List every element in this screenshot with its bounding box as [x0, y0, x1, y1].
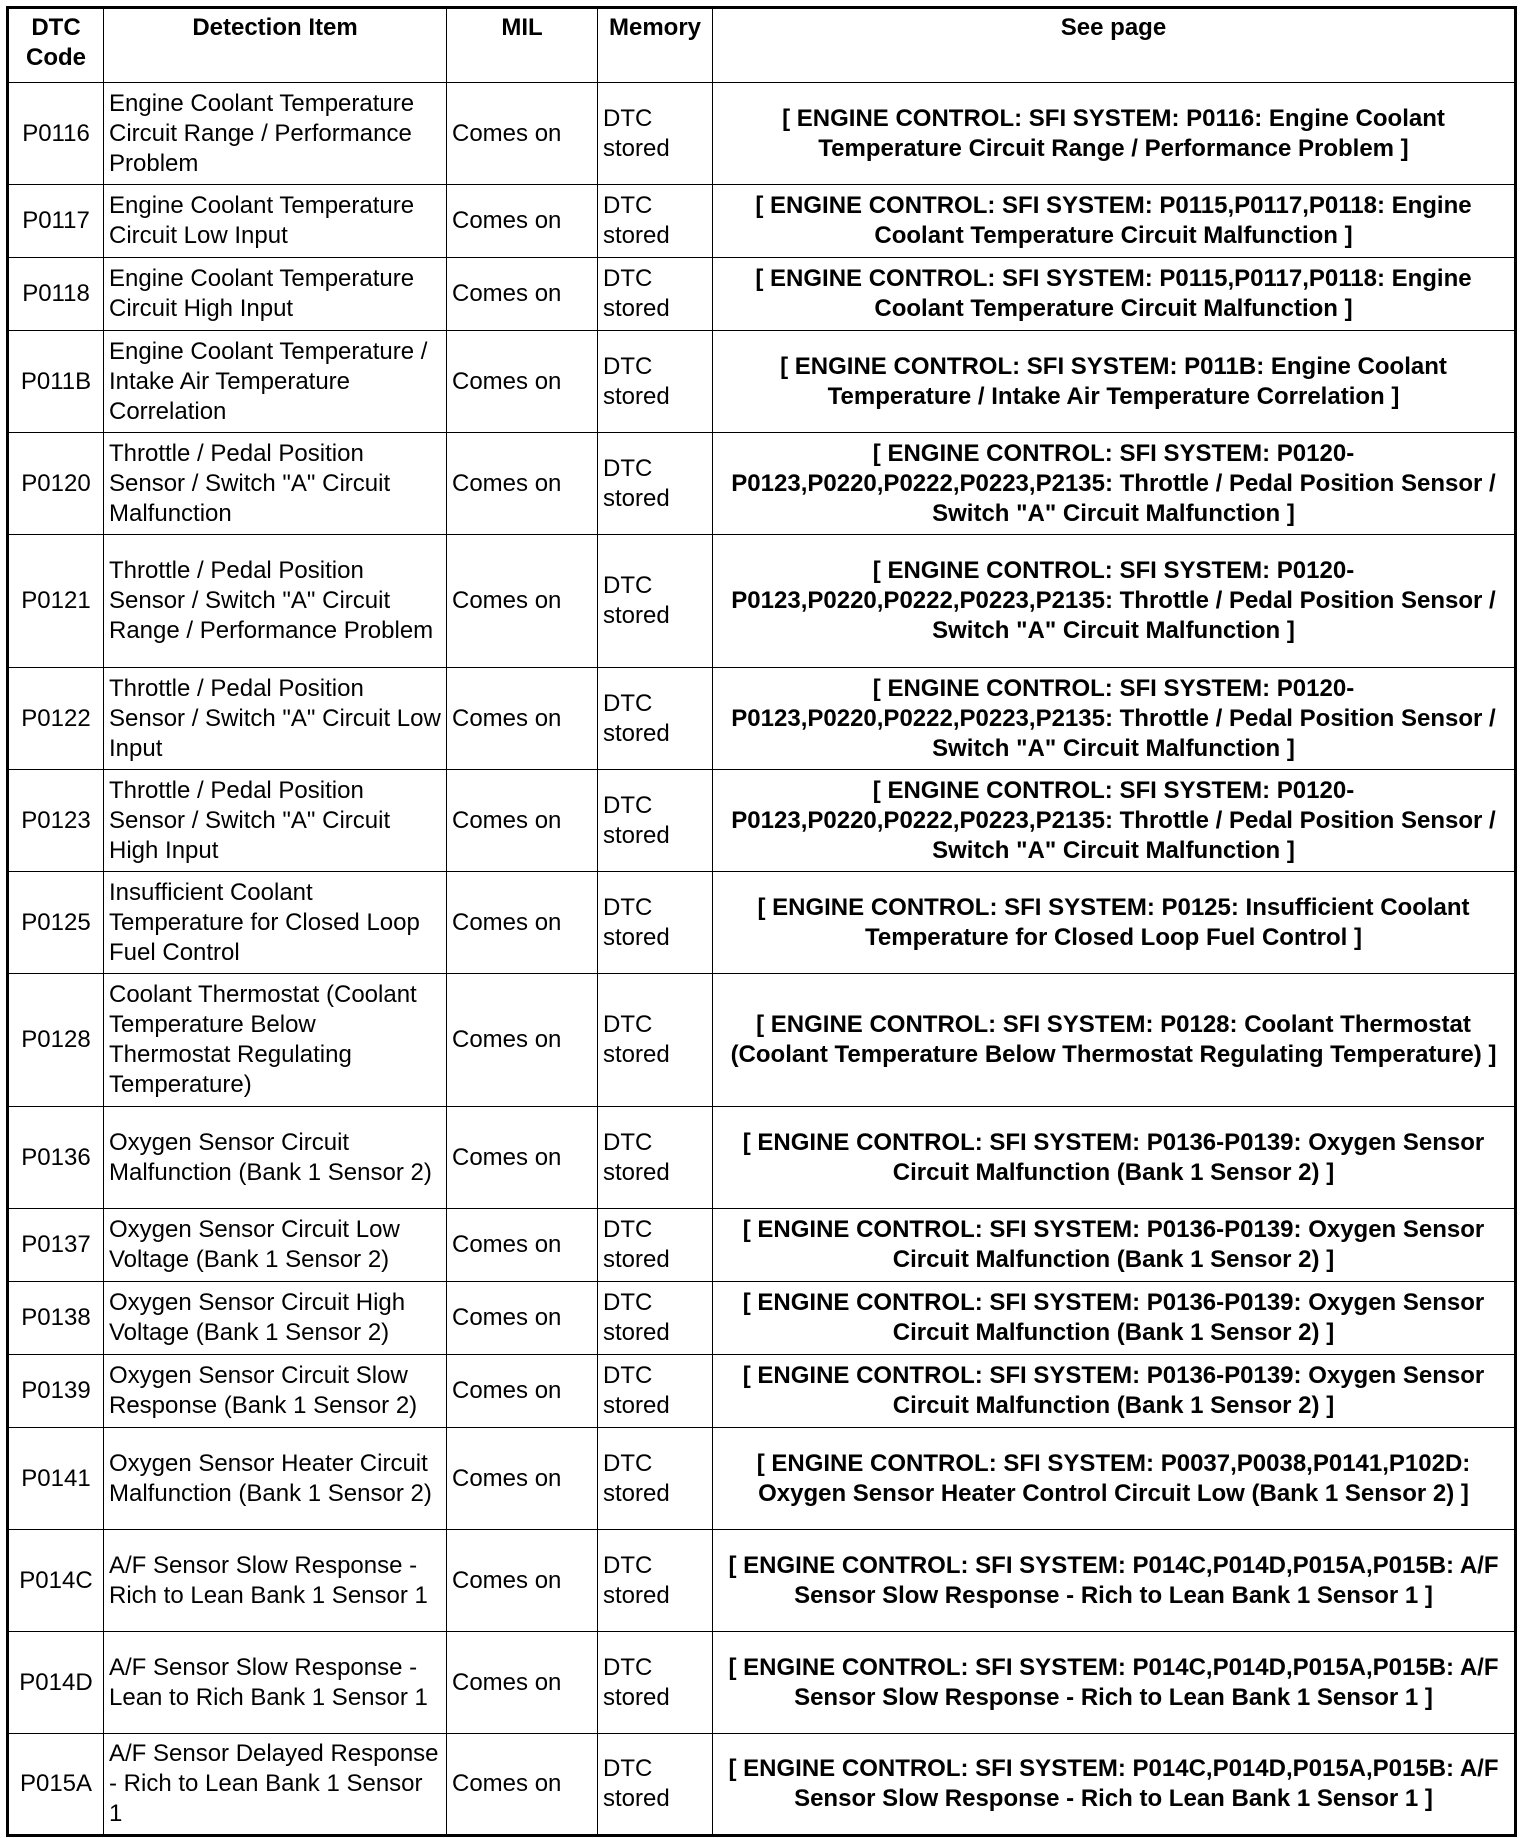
mil-cell: Comes on	[447, 1428, 598, 1530]
memory-cell: DTC stored	[598, 1282, 713, 1355]
memory-cell: DTC stored	[598, 535, 713, 668]
memory-cell: DTC stored	[598, 433, 713, 535]
mil-cell: Comes on	[447, 1734, 598, 1836]
table-row	[8, 1734, 1516, 1836]
dtc-code-cell: P0121	[8, 535, 104, 668]
memory-cell: DTC stored	[598, 185, 713, 258]
detection-item-cell: Engine Coolant Temperature Circuit Range / Performance Problem	[104, 83, 447, 185]
mil-cell: Comes on	[447, 1209, 598, 1282]
see-page-link[interactable]: [ ENGINE CONTROL: SFI SYSTEM: P0136-P0139: Oxygen Sensor Circuit Malfunction (Bank 1 Sensor 2) ]	[713, 1107, 1516, 1209]
mil-cell: Comes on	[447, 1282, 598, 1355]
detection-item-cell: Oxygen Sensor Circuit Malfunction (Bank 1 Sensor 2)	[104, 1107, 447, 1209]
dtc-code-cell: P011B	[8, 331, 104, 433]
dtc-code-cell: P0141	[8, 1428, 104, 1530]
table-row	[8, 433, 1516, 535]
see-page-link[interactable]: [ ENGINE CONTROL: SFI SYSTEM: P0115,P0117,P0118: Engine Coolant Temperature Circuit Malfunction ]	[713, 258, 1516, 331]
detection-item-cell: Coolant Thermostat (Coolant Temperature Below Thermostat Regulating Temperature)	[104, 974, 447, 1107]
see-page-link[interactable]: [ ENGINE CONTROL: SFI SYSTEM: P0136-P0139: Oxygen Sensor Circuit Malfunction (Bank 1 Sensor 2) ]	[713, 1209, 1516, 1282]
header-detection-item: Detection Item	[104, 8, 447, 83]
mil-cell: Comes on	[447, 872, 598, 974]
detection-item-cell: A/F Sensor Delayed Response - Rich to Lean Bank 1 Sensor 1	[104, 1734, 447, 1836]
detection-item-cell: A/F Sensor Slow Response - Lean to Rich Bank 1 Sensor 1	[104, 1632, 447, 1734]
dtc-code-cell: P0137	[8, 1209, 104, 1282]
memory-cell: DTC stored	[598, 974, 713, 1107]
memory-cell: DTC stored	[598, 1107, 713, 1209]
table-row	[8, 258, 1516, 331]
mil-cell: Comes on	[447, 83, 598, 185]
dtc-code-cell: P014C	[8, 1530, 104, 1632]
header-dtc-code: DTC Code	[8, 8, 104, 83]
table-row	[8, 974, 1516, 1107]
dtc-code-cell: P0118	[8, 258, 104, 331]
table-row	[8, 1355, 1516, 1428]
see-page-link[interactable]: [ ENGINE CONTROL: SFI SYSTEM: P0120-P0123,P0220,P0222,P0223,P2135: Throttle / Pedal Position Sensor / Switch "A" Circuit Malfunction ]	[713, 535, 1516, 668]
memory-cell: DTC stored	[598, 1734, 713, 1836]
see-page-link[interactable]: [ ENGINE CONTROL: SFI SYSTEM: P0120-P0123,P0220,P0222,P0223,P2135: Throttle / Pedal Position Sensor / Switch "A" Circuit Malfunction ]	[713, 433, 1516, 535]
detection-item-cell: Oxygen Sensor Circuit High Voltage (Bank 1 Sensor 2)	[104, 1282, 447, 1355]
dtc-code-cell: P014D	[8, 1632, 104, 1734]
table-row	[8, 1209, 1516, 1282]
memory-cell: DTC stored	[598, 83, 713, 185]
dtc-code-cell: P0116	[8, 83, 104, 185]
mil-cell: Comes on	[447, 668, 598, 770]
detection-item-cell: Throttle / Pedal Position Sensor / Switch "A" Circuit Low Input	[104, 668, 447, 770]
table-row	[8, 1107, 1516, 1209]
dtc-code-cell: P0120	[8, 433, 104, 535]
dtc-table	[6, 6, 1517, 1837]
table-row	[8, 770, 1516, 872]
see-page-link[interactable]: [ ENGINE CONTROL: SFI SYSTEM: P0120-P0123,P0220,P0222,P0223,P2135: Throttle / Pedal Position Sensor / Switch "A" Circuit Malfunction ]	[713, 668, 1516, 770]
mil-cell: Comes on	[447, 535, 598, 668]
mil-cell: Comes on	[447, 1632, 598, 1734]
see-page-link[interactable]: [ ENGINE CONTROL: SFI SYSTEM: P0125: Insufficient Coolant Temperature for Closed Loop Fuel Control ]	[713, 872, 1516, 974]
dtc-code-cell: P0117	[8, 185, 104, 258]
table-row	[8, 1632, 1516, 1734]
detection-item-cell: Engine Coolant Temperature / Intake Air Temperature Correlation	[104, 331, 447, 433]
see-page-link[interactable]: [ ENGINE CONTROL: SFI SYSTEM: P0037,P0038,P0141,P102D: Oxygen Sensor Heater Control Circuit Low (Bank 1 Sensor 2) ]	[713, 1428, 1516, 1530]
table-row	[8, 1282, 1516, 1355]
mil-cell: Comes on	[447, 331, 598, 433]
detection-item-cell: Oxygen Sensor Circuit Slow Response (Bank 1 Sensor 2)	[104, 1355, 447, 1428]
dtc-code-cell: P0122	[8, 668, 104, 770]
header-see-page: See page	[713, 8, 1516, 83]
dtc-code-cell: P0138	[8, 1282, 104, 1355]
dtc-code-cell: P0139	[8, 1355, 104, 1428]
header-row	[8, 8, 1516, 83]
memory-cell: DTC stored	[598, 770, 713, 872]
table-row	[8, 535, 1516, 668]
dtc-code-cell: P0123	[8, 770, 104, 872]
see-page-link[interactable]: [ ENGINE CONTROL: SFI SYSTEM: P014C,P014D,P015A,P015B: A/F Sensor Slow Response - Rich to Lean Bank 1 Sensor 1 ]	[713, 1734, 1516, 1836]
mil-cell: Comes on	[447, 770, 598, 872]
memory-cell: DTC stored	[598, 1355, 713, 1428]
memory-cell: DTC stored	[598, 1209, 713, 1282]
table-row	[8, 1428, 1516, 1530]
detection-item-cell: Throttle / Pedal Position Sensor / Switch "A" Circuit High Input	[104, 770, 447, 872]
table-row	[8, 1530, 1516, 1632]
memory-cell: DTC stored	[598, 1530, 713, 1632]
detection-item-cell: Engine Coolant Temperature Circuit Low Input	[104, 185, 447, 258]
see-page-link[interactable]: [ ENGINE CONTROL: SFI SYSTEM: P011B: Engine Coolant Temperature / Intake Air Temperature Correlation ]	[713, 331, 1516, 433]
mil-cell: Comes on	[447, 974, 598, 1107]
see-page-link[interactable]: [ ENGINE CONTROL: SFI SYSTEM: P0136-P0139: Oxygen Sensor Circuit Malfunction (Bank 1 Sensor 2) ]	[713, 1355, 1516, 1428]
table-row	[8, 331, 1516, 433]
memory-cell: DTC stored	[598, 331, 713, 433]
memory-cell: DTC stored	[598, 668, 713, 770]
dtc-code-cell: P0136	[8, 1107, 104, 1209]
dtc-code-cell: P0125	[8, 872, 104, 974]
detection-item-cell: Throttle / Pedal Position Sensor / Switch "A" Circuit Range / Performance Problem	[104, 535, 447, 668]
see-page-link[interactable]: [ ENGINE CONTROL: SFI SYSTEM: P014C,P014D,P015A,P015B: A/F Sensor Slow Response - Rich to Lean Bank 1 Sensor 1 ]	[713, 1632, 1516, 1734]
table-body	[8, 83, 1516, 1836]
detection-item-cell: Oxygen Sensor Heater Circuit Malfunction (Bank 1 Sensor 2)	[104, 1428, 447, 1530]
memory-cell: DTC stored	[598, 258, 713, 331]
memory-cell: DTC stored	[598, 872, 713, 974]
dtc-code-cell: P015A	[8, 1734, 104, 1836]
table-row	[8, 668, 1516, 770]
detection-item-cell: Oxygen Sensor Circuit Low Voltage (Bank 1 Sensor 2)	[104, 1209, 447, 1282]
mil-cell: Comes on	[447, 1107, 598, 1209]
detection-item-cell: A/F Sensor Slow Response - Rich to Lean Bank 1 Sensor 1	[104, 1530, 447, 1632]
dtc-code-cell: P0128	[8, 974, 104, 1107]
memory-cell: DTC stored	[598, 1428, 713, 1530]
see-page-link[interactable]: [ ENGINE CONTROL: SFI SYSTEM: P0115,P0117,P0118: Engine Coolant Temperature Circuit Malfunction ]	[713, 185, 1516, 258]
see-page-link[interactable]: [ ENGINE CONTROL: SFI SYSTEM: P0116: Engine Coolant Temperature Circuit Range / Performance Problem ]	[713, 83, 1516, 185]
see-page-link[interactable]: [ ENGINE CONTROL: SFI SYSTEM: P014C,P014D,P015A,P015B: A/F Sensor Slow Response - Rich to Lean Bank 1 Sensor 1 ]	[713, 1530, 1516, 1632]
see-page-link[interactable]: [ ENGINE CONTROL: SFI SYSTEM: P0128: Coolant Thermostat (Coolant Temperature Below Thermostat Regulating Temperature) ]	[713, 974, 1516, 1107]
see-page-link[interactable]: [ ENGINE CONTROL: SFI SYSTEM: P0136-P0139: Oxygen Sensor Circuit Malfunction (Bank 1 Sensor 2) ]	[713, 1282, 1516, 1355]
header-memory: Memory	[598, 8, 713, 83]
detection-item-cell: Insufficient Coolant Temperature for Closed Loop Fuel Control	[104, 872, 447, 974]
table-row	[8, 83, 1516, 185]
table-row	[8, 872, 1516, 974]
header-mil: MIL	[447, 8, 598, 83]
detection-item-cell: Throttle / Pedal Position Sensor / Switch "A" Circuit Malfunction	[104, 433, 447, 535]
detection-item-cell: Engine Coolant Temperature Circuit High Input	[104, 258, 447, 331]
mil-cell: Comes on	[447, 258, 598, 331]
see-page-link[interactable]: [ ENGINE CONTROL: SFI SYSTEM: P0120-P0123,P0220,P0222,P0223,P2135: Throttle / Pedal Position Sensor / Switch "A" Circuit Malfunction ]	[713, 770, 1516, 872]
mil-cell: Comes on	[447, 185, 598, 258]
memory-cell: DTC stored	[598, 1632, 713, 1734]
table-row	[8, 185, 1516, 258]
mil-cell: Comes on	[447, 433, 598, 535]
mil-cell: Comes on	[447, 1530, 598, 1632]
mil-cell: Comes on	[447, 1355, 598, 1428]
